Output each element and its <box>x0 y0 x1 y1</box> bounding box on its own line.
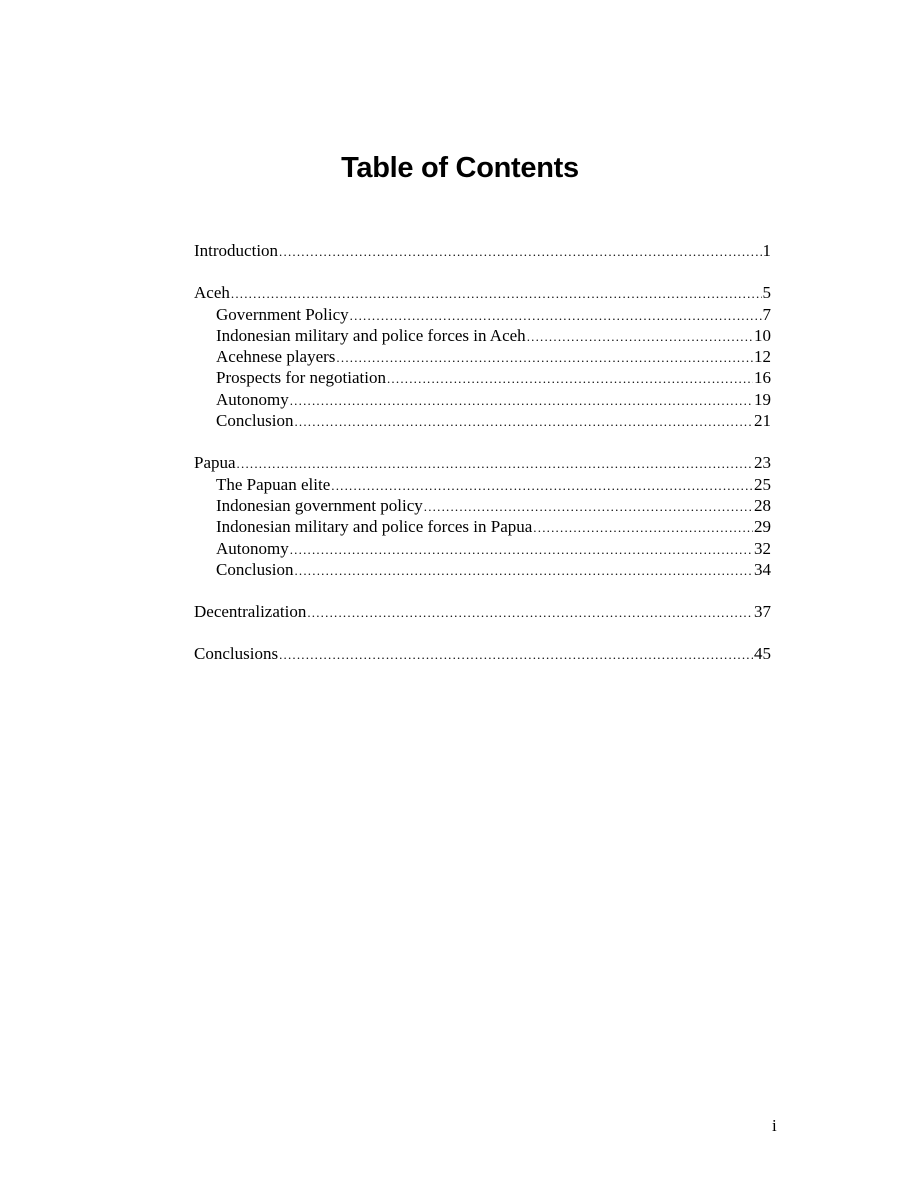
toc-section <box>194 601 771 622</box>
dot-leader <box>279 644 753 664</box>
toc-entry-page: 1 <box>762 241 771 260</box>
toc-entry-page: 45 <box>754 644 771 664</box>
toc-subentry[interactable] <box>194 367 771 388</box>
toc-section <box>194 452 771 580</box>
dot-leader <box>424 496 753 516</box>
toc-entry-label: Aceh <box>194 283 230 303</box>
toc-entry-page: 32 <box>754 538 771 558</box>
toc-entry-page: 29 <box>754 517 771 537</box>
toc-section <box>194 240 771 261</box>
toc-entry-label: Decentralization <box>194 602 307 622</box>
dot-leader <box>350 305 762 325</box>
toc-section <box>194 643 771 664</box>
toc-entry-label: Indonesian government policy <box>216 495 423 515</box>
toc-entry-page: 19 <box>754 389 771 409</box>
dot-leader <box>294 560 753 580</box>
toc-subentry[interactable] <box>194 516 771 537</box>
toc-entry-page: 12 <box>754 347 771 367</box>
toc-subentry[interactable] <box>194 495 771 516</box>
toc-entry-label: Prospects for negotiation <box>216 368 386 388</box>
toc-entry[interactable] <box>194 643 771 664</box>
toc-entry-label: Government Policy <box>216 304 349 324</box>
toc-subentry[interactable] <box>194 325 771 346</box>
toc-entry-page: 5 <box>762 283 771 303</box>
toc-entry[interactable] <box>194 452 771 473</box>
toc-entry-page: 10 <box>754 325 771 345</box>
dot-leader <box>336 347 753 367</box>
toc-entry-label: Indonesian military and police forces in Papua <box>216 517 533 537</box>
page-number: i <box>772 1116 777 1135</box>
toc-subentry[interactable] <box>194 346 771 367</box>
toc-entry-page: 28 <box>754 495 771 515</box>
toc-entry-label: The Papuan elite <box>216 474 331 494</box>
toc-subentry[interactable] <box>194 389 771 410</box>
toc-entry-label: Papua <box>194 453 236 473</box>
dot-leader <box>331 475 753 495</box>
toc-entry-label: Conclusions <box>194 644 279 664</box>
dot-leader <box>290 390 753 410</box>
dot-leader <box>231 283 762 303</box>
toc-entry-page: 16 <box>754 368 771 388</box>
dot-leader <box>279 241 761 261</box>
toc-entry-label: Autonomy <box>216 538 289 558</box>
dot-leader <box>533 517 753 537</box>
toc-entry-label: Autonomy <box>216 389 289 409</box>
toc-entry[interactable] <box>194 601 771 622</box>
toc-entry-label: Indonesian military and police forces in Aceh <box>216 325 526 345</box>
toc-entry-label: Introduction <box>194 241 279 260</box>
toc-entry[interactable] <box>194 240 771 261</box>
dot-leader <box>237 453 753 473</box>
toc-subentry[interactable] <box>194 410 771 431</box>
toc-entry-label: Conclusion <box>216 411 294 431</box>
toc-entry-page: 7 <box>762 304 771 324</box>
toc-subentry[interactable] <box>194 474 771 495</box>
toc-subentry[interactable] <box>194 538 771 559</box>
page-title: Table of Contents <box>341 152 579 184</box>
toc-subentry[interactable] <box>194 304 771 325</box>
table-of-contents <box>194 240 771 686</box>
toc-entry-page: 25 <box>754 474 771 494</box>
toc-entry-page: 34 <box>754 559 771 579</box>
toc-section <box>194 282 771 431</box>
toc-entry-page: 37 <box>754 602 771 622</box>
dot-leader <box>527 326 753 346</box>
dot-leader <box>290 539 753 559</box>
dot-leader <box>307 602 753 622</box>
toc-entry-page: 21 <box>754 411 771 431</box>
toc-entry-page: 23 <box>754 453 771 473</box>
toc-entry[interactable] <box>194 282 771 303</box>
dot-leader <box>294 411 753 431</box>
toc-entry-label: Acehnese players <box>216 347 336 367</box>
toc-entry-label: Conclusion <box>216 559 294 579</box>
toc-subentry[interactable] <box>194 559 771 580</box>
dot-leader <box>387 368 753 388</box>
